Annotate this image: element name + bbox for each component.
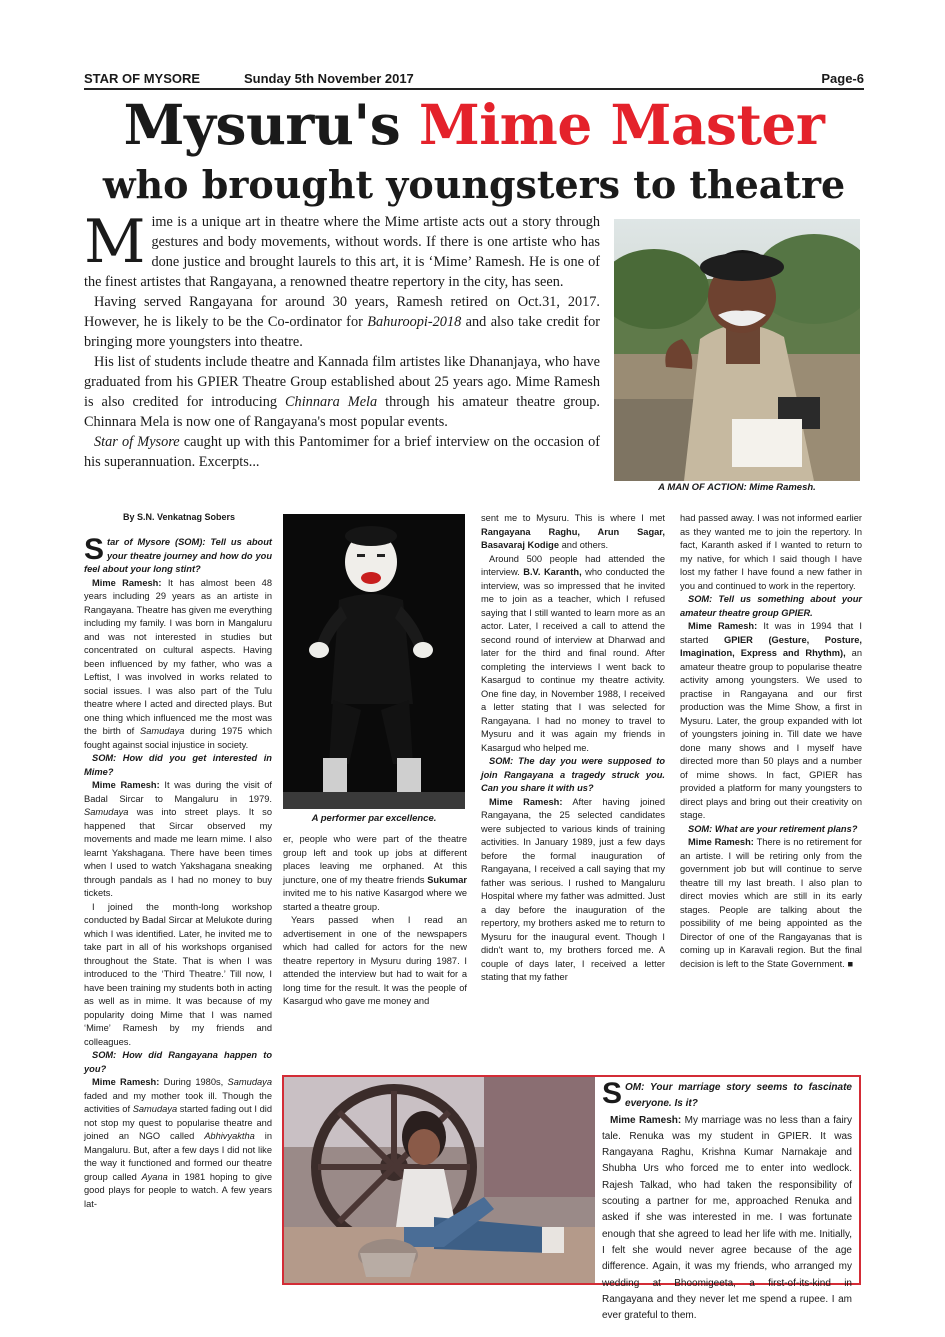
- intro-p4i: Star of Mysore: [94, 434, 180, 450]
- answer-text: in Mangaluru. But, after a few days I did not like the way it functioned and formed our theatre group called: [84, 1131, 272, 1182]
- intro-p4b: caught up with this Pantomimer for a brief interview on the occasion of his superannuation. Excerpts...: [84, 434, 600, 470]
- paragraph-text: and others.: [559, 540, 609, 550]
- answer-text: After having joined Rangayana, the 25 selected candidates were subjected to various kinds of training activities. In January 1989, just a few days before the formal inauguration of Rangayana, I received a call saying that my father was serious. I rushed to Mangaluru Hospital where my father was admitted. Just a day before the inauguration of the repertory, my brothers asked me to return to Mysuru for the inaugural event. Though I didn't want to, my brothers forced me. A couple of days later, I received a letter stating that my father: [481, 796, 666, 982]
- answer-text: It was during the visit of Badal Sircar to Mangaluru in 1979.: [84, 780, 272, 804]
- answer: [84, 1076, 272, 1211]
- intro-paragraph: [84, 432, 600, 472]
- answer-text: It was in 1994 that I started: [680, 621, 862, 645]
- answer-text: There is no retirement for an artiste. I will be retiring only from the government job but will continue to serve theatre till my last breath. I also plan to direct movies which are still in its early stages. People are talking about the possibility of me being appointed as the Director of one of the Rangayanas that is coming up in Karavali region. But the final decision is left to the State Government.: [680, 837, 862, 969]
- headline: [84, 92, 864, 158]
- question: SOM: How did you get interested in Mime?: [84, 753, 272, 777]
- answer: [680, 620, 862, 823]
- headline-part1: Mysuru's: [123, 92, 419, 157]
- subheadline: who brought youngsters to theatre: [102, 162, 846, 207]
- question-text: tar of Mysore (SOM): Tell us about your theatre journey and how do you feel about your long stint?: [84, 537, 272, 574]
- question: SOM: What are your retirement plans?: [688, 823, 858, 834]
- speaker: Mime Ramesh:: [92, 577, 162, 588]
- speaker: Mime Ramesh:: [688, 837, 754, 847]
- intro-p3b: through his amateur theatre group. Chinnara Mela is now one of Rangayana's most popular events.: [84, 394, 601, 430]
- speaker: Mime Ramesh:: [610, 1114, 682, 1126]
- intro-p3a: His list of students include theatre and Kannada film artistes like Dhananjaya, who have graduated from his GPIER Theatre Group established about 25 years ago. Mime Ramesh is also credited for introducing: [84, 354, 600, 410]
- mime-ramesh-photo: [614, 219, 860, 481]
- speaker: Mime Ramesh:: [688, 621, 758, 631]
- paragraph-text: er, people who were part of the theatre group left and took up jobs at different places leaving me orphaned. At this juncture, one of my theatre friends: [283, 834, 467, 885]
- page-header: [84, 71, 864, 89]
- answer-italic: Samudaya: [227, 1077, 272, 1087]
- main-photo-caption: A MAN OF ACTION: Mime Ramesh.: [658, 482, 816, 493]
- answer-italic: Samudaya: [132, 1104, 178, 1114]
- article-column-2: [283, 833, 467, 1009]
- speaker: Mime Ramesh:: [92, 780, 160, 790]
- end-mark: ■: [847, 958, 854, 969]
- answer-text: My marriage was no less than a fairy tale. Renuka was my student in GPIER. It was Rangayana Raghu, Krishna Kumar Narnakaje and Shubha Urs who forced me to enter into wedlock. Rajesh Talkad, who had taken the responsibility of scouting a partner for me, approached Renuka and asked if she was interested in me. I was fortunate enough that she agreed to lead her life with me. Initially, I felt she would never agree because of the age difference. Again, it was my friends, who arranged my wedding at Bhoomigeeta, a first-of-its-kind in Rangayana and they never let me spend a rupee. I am ever grateful to them.: [602, 1114, 853, 1322]
- paragraph-text: sent me to Mysuru. This is where I met: [481, 513, 665, 523]
- headline-highlight: Mime Master: [418, 92, 825, 157]
- paper-name: STAR OF MYSORE: [84, 71, 201, 86]
- question-drop-cap: S: [602, 1077, 623, 1110]
- answer-bold: GPIER (Gesture, Posture, Imagination, Express and Rhythm),: [680, 634, 862, 658]
- performer-photo: [283, 514, 465, 809]
- intro-p3i: Chinnara Mela: [285, 394, 378, 410]
- intro-p2a: Having served Rangayana for around 30 years, Ramesh retired on Oct.31, 2017. However, he is likely to be the Co-ordinator for: [84, 294, 600, 330]
- paragraph-text: Around 500 people had attended the interview.: [481, 553, 665, 577]
- answer-italic: Ayana: [141, 1171, 168, 1182]
- intro-p1: ime is a unique art in theatre where the Mime artiste acts out a story through gestures and body movements, without words. If there is one artiste who has done justice and brought laurels to this art, it is ‘Mime’ Ramesh. He is one of the finest artistes that Rangayana, a renowned theatre repertory in the city, has seen.: [84, 214, 600, 290]
- paragraph: Years passed when I read an advertisement in one of the newspapers which had called for actors for the new theatre repertory in Mysuru during 1987. I attended the interview but had to wait for a long time for the result. It was the people of Kasargud who gave me money and: [283, 915, 467, 1006]
- question-text: OM: Your marriage story seems to fascinate everyone. Is it?: [625, 1082, 852, 1110]
- intro-p2i: Bahuroopi-2018: [367, 314, 462, 330]
- answer-italic: Samudaya: [140, 726, 185, 736]
- answer-text: faded and my mother took ill. Though the activities of: [84, 1090, 272, 1114]
- answer-text: in 1981 hoping to give good plays for people to watch. A few years lat-: [84, 1171, 272, 1209]
- intro-paragraph: [84, 292, 600, 352]
- performer-caption: A performer par excellence.: [311, 813, 437, 824]
- page-number: Page-6: [821, 71, 864, 86]
- paragraph: had passed away. I was not informed earlier as they wanted me to join the repertory. In fact, Karanth asked if I wanted to return to my native, for which I said though I have lost my father I have found a new father in you and continued to work in the repertory.: [680, 513, 862, 591]
- cartwheel-photo: [284, 1077, 595, 1283]
- answer: [602, 1113, 852, 1325]
- paragraph-bold: Rangayana Raghu, Arun Sagar, Basavaraj Kodige: [481, 526, 665, 550]
- question: SOM: Tell us something about your amateur theatre group GPIER.: [680, 594, 862, 618]
- article-column-4: [680, 512, 862, 971]
- answer-text: during 1975 which fought against social injustice in society.: [84, 726, 273, 750]
- answer-text: It has almost been 48 years including 29 years as an artiste in Rangayana. Theatre has given me everything including my family. I was born in Mangaluru and was not interested in studies but concentrated on cultural aspects. Having been influenced by my father, who was a Leftist, I was involved in works related to social issues. I was also part of the Tulu theatre where I acted and directed plays. But one thing which influenced me the most was the birth of: [84, 577, 272, 736]
- answer: [481, 796, 665, 985]
- paragraph: [481, 512, 665, 553]
- article-column-1: [84, 533, 273, 1211]
- question-drop-cap: S: [84, 533, 105, 566]
- answer: [680, 836, 862, 971]
- marriage-story-text: [602, 1077, 853, 1324]
- paragraph-text: who conducted the interview, was so impressed that he invited me to join as a teacher, which I refused saying that I still wanted to learn more as an actor. Later, I received a call to attend the second round of interview at Dharwad and later for the third and final round. After completing the interviews I went back to Kasargud to continue my theatre activity. One fine day, in November 1988, I received a letter stating that I was selected for Rangayana. I had no money to travel to Mysuru and it was again my friends in Kasargud who helped me.: [481, 567, 665, 753]
- intro-paragraph: [84, 207, 600, 292]
- issue-date: Sunday 5th November 2017: [244, 71, 414, 86]
- article-column-3: [481, 512, 665, 985]
- answer-italic: Abhivyaktha: [204, 1131, 255, 1141]
- answer: [84, 779, 272, 901]
- paragraph: [283, 833, 467, 914]
- intro-p2b: and also take credit for bringing more youngsters into theatre.: [84, 314, 600, 350]
- paragraph-bold: B.V. Karanth,: [523, 567, 582, 577]
- answer-text: an amateur theatre group to popularise theatre activity among youngsters. We used to practise in Rangayana and our first production was the Mime Show, a first in Mysuru. Later, the group expanded with lot of youngsters joining in. Till date we have done many shows and I myself have directed more than 50 plays and a number of mime shows. In fact, GPIER has provided a platform for many youngsters to direct plays and bring out their creativity on stage.: [680, 648, 862, 820]
- answer-text: During 1980s,: [159, 1077, 228, 1087]
- question: [602, 1077, 852, 1113]
- paragraph-bold: Sukumar: [427, 874, 467, 885]
- question: [84, 533, 272, 577]
- speaker: Mime Ramesh:: [489, 796, 563, 807]
- answer-text: started fading out I did not stop my quest to popularise theatre and joined an NGO called: [84, 1104, 272, 1141]
- answer-italic: Samudaya: [84, 807, 129, 817]
- header-rule: [84, 88, 864, 90]
- question: SOM: How did Rangayana happen to you?: [84, 1050, 272, 1074]
- paragraph: I joined the month-long workshop conducted by Badal Sircar at Melukote during which I was identified. Later, he invited me to take part in all of his workshops organised throughout the State. That is when I was introduced to the ‘Third Theatre.’ Till now, I have been training my students both in acting as well as in mime. It was because of my popularity doing Mime that I was named ‘Mime’ Ramesh by my friends and colleagues.: [84, 901, 272, 1047]
- answer: [84, 577, 272, 753]
- paragraph: [481, 553, 665, 756]
- byline: By S.N. Venkatnag Sobers: [122, 512, 236, 522]
- paragraph-text: invited me to his native Kasargod where we started a theatre group.: [283, 888, 467, 912]
- intro-paragraph: [84, 352, 600, 432]
- question: SOM: The day you were supposed to join Rangayana a tragedy struck you. Can you share it with us?: [481, 756, 665, 793]
- speaker: Mime Ramesh:: [92, 1077, 160, 1087]
- intro-text: [84, 207, 601, 472]
- drop-cap: M: [84, 207, 146, 277]
- answer-text: was into street plays. It so happened that Sircar observed my movements and made me learn mime. I also learnt Yakshagana. There have been times when I used to watch Yakshagana sneaking through pandals as I had no money to buy tickets.: [84, 807, 272, 898]
